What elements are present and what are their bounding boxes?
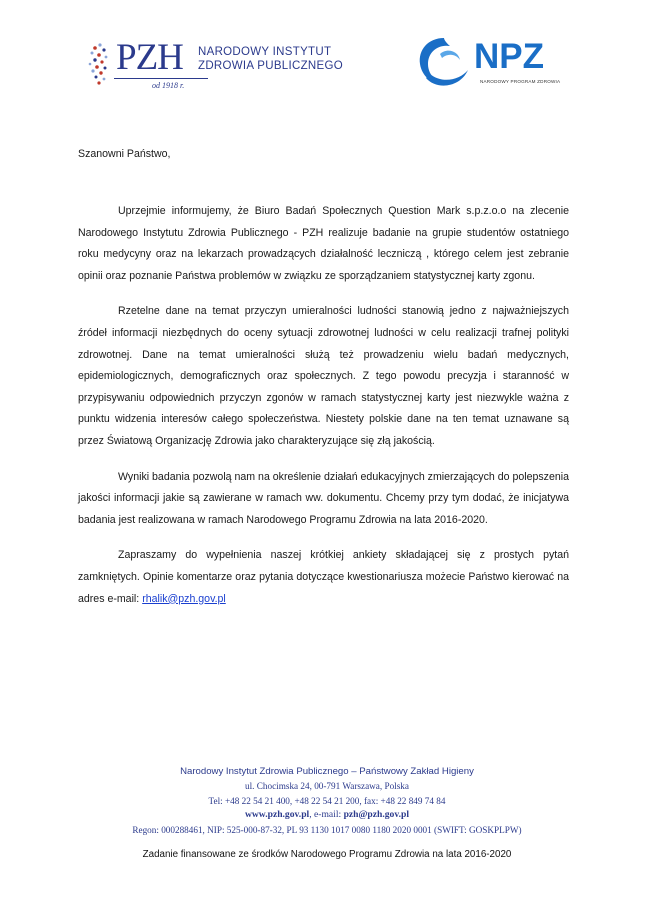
footer-registry: Regon: 000288461, NIP: 525-000-87-32, PL 93 1130 1017 0080 1180 2020 0001 (SWIFT: GOSKPLPW) — [132, 824, 522, 835]
footer-phones: Tel: +48 22 54 21 400, +48 22 54 21 200, fax: +48 22 849 74 84 — [208, 795, 446, 806]
footer-website: www.pzh.gov.pl — [244, 809, 310, 820]
letterhead — [0, 0, 654, 110]
pzh-rule — [114, 78, 208, 79]
footer-funding: Zadanie finansowane ze środków Narodowego Programu Zdrowia na lata 2016-2020 — [142, 849, 512, 860]
paragraph-intro: Uprzejmie informujemy, że Biuro Badań Społecznych Question Mark s.p.z.o.o na zlecenie Narodowego Instytutu Zdrowia Publicznego - PZH realizuje badanie na grupie studentów ostatniego roku medycyny oraz na lekarzach prowadzących działalność leczniczą , którego celem jest zebranie opinii oraz poznanie Państwa problemów w związku ze sporządzaniem statystycznej karty zgonu. — [78, 205, 569, 282]
npz-logo — [416, 34, 576, 94]
pzh-founded: od 1918 r. — [152, 81, 185, 90]
paragraph-importance: Rzetelne dane na temat przyczyn umieralności ludności stanowią jedno z najważniejszych źródeł informacji niezbędnych do oceny sytuacji zdrowotnej ludności w celu realizacji trafnej polityki zdrowotnej. Dane na temat umieralności służą też prowadzeniu wielu badań medycznych, epidemiologicznych, demograficznych oraz społecznych. Z tego powodu precyzja i staranność w przypisywaniu odpowiednich przyczyn zgonów w ramach statystycznej karty jest niezwykle ważna z punktu widzenia interesów całego społeczeństwa. Niestety polskie dane na ten temat uznawane są przez Światową Organizację Zdrowia jako charakteryzujące się złą jakością. — [78, 305, 569, 447]
footer-email: pzh@pzh.gov.pl — [343, 809, 410, 820]
npz-swoosh-icon — [416, 34, 472, 90]
npz-subtitle: NARODOWY PROGRAM ZDROWIA — [480, 79, 561, 84]
npz-wordmark: NPZ — [474, 37, 544, 76]
dna-dots-icon — [86, 42, 112, 88]
footer-contact — [0, 808, 654, 823]
invitation-text: Zapraszamy do wypełnienia naszej krótkiej ankiety składającej się z prostych pytań zamkniętych. Opinie komentarze oraz pytania dotyczące kwestionariusza możecie Państwo kierować na adres e-mail: — [78, 549, 569, 605]
pzh-logo — [86, 37, 356, 96]
pzh-institute-name — [198, 45, 358, 73]
pzh-name-line2: ZDROWIA PUBLICZNEGO — [198, 60, 343, 72]
pzh-wordmark: PZH — [116, 37, 183, 78]
footer-address: ul. Chocimska 24, 00-791 Warszawa, Polska — [245, 781, 409, 791]
footer-institute: Narodowy Instytut Zdrowia Publicznego – Państwowy Zakład Higieny — [180, 766, 474, 777]
pzh-name-line1: NARODOWY INSTYTUT — [198, 46, 332, 58]
email-link[interactable]: rhalik@pzh.gov.pl — [142, 592, 226, 605]
letter-footer — [0, 765, 654, 862]
paragraph-invitation — [78, 545, 569, 610]
paragraph-results: Wyniki badania pozwolą nam na określenie działań edukacyjnych zmierzających do polepszenia jakości informacji jakie są zawierane w ramach ww. dokumentu. Chcemy przy tym dodać, że inicjatywa badania jest realizowana w ramach Narodowego Programu Zdrowia na lata 2016-2020. — [78, 470, 569, 526]
salutation: Szanowni Państwo, — [78, 148, 171, 160]
footer-email-label: , e-mail: — [309, 809, 344, 820]
letter-paragraphs — [78, 201, 569, 624]
